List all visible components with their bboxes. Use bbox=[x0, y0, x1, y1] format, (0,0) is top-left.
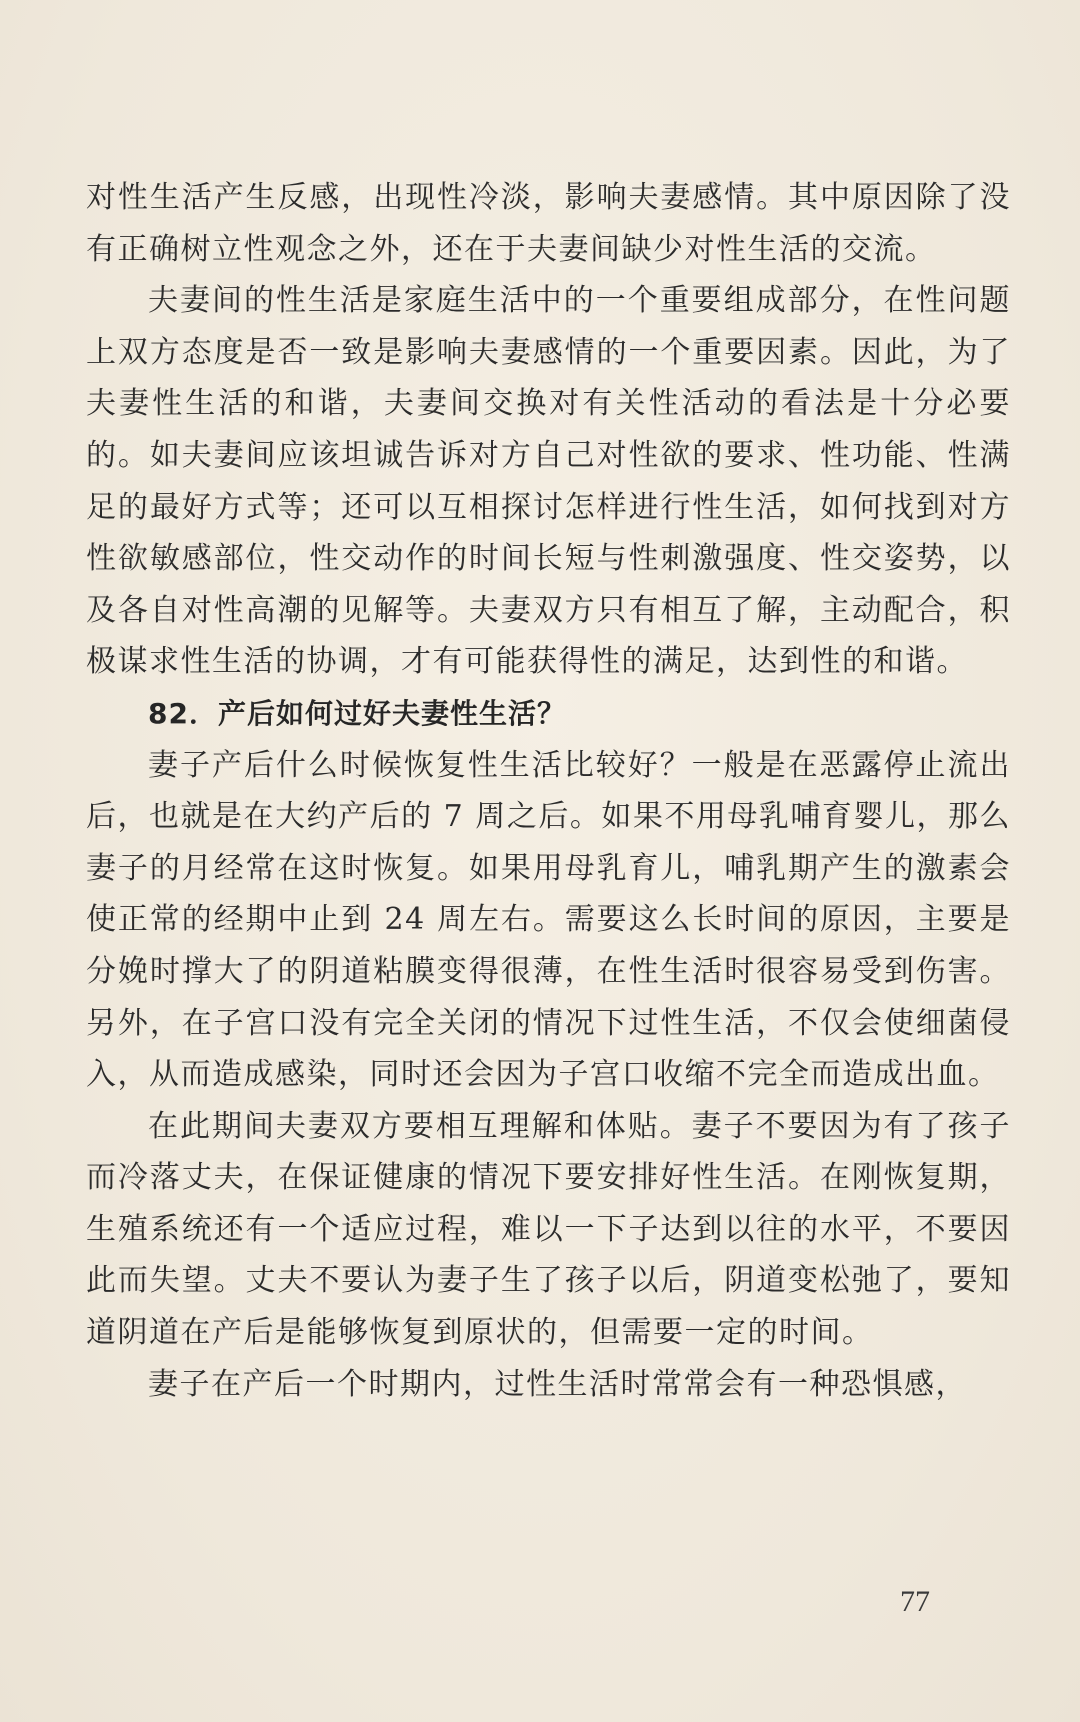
page-body bbox=[86, 172, 1011, 1410]
paragraph-communication: 夫妻间的性生活是家庭生活中的一个重要组成部分，在性问题上双方态度是否一致是影响夫妻感情的一个重要因素。因此，为了夫妻性生活的和谐，夫妻间交换对有关性活动的看法是十分必要的。如夫妻间应该坦诚告诉对方自己对性欲的要求、性功能、性满足的最好方式等；还可以互相探讨怎样进行性生活，如何找到对方性欲敏感部位，性交动作的时间长短与性刺激强度、性交姿势，以及各自对性高潮的见解等。夫妻双方只有相互了解，主动配合，积极谋求性生活的协调，才有可能获得性的满足，达到性的和谐。 bbox=[86, 283, 1011, 680]
section-heading: 82．产后如何过好夫妻性生活？ bbox=[148, 696, 566, 730]
paragraph-fear: 妻子在产后一个时期内，过性生活时常常会有一种恐惧感， bbox=[148, 1366, 967, 1402]
paragraph-mutual-understanding: 在此期间夫妻双方要相互理解和体贴。妻子不要因为有了孩子而冷落丈夫，在保证健康的情况下要安排好性生活。在刚恢复期，生殖系统还有一个适应过程，难以一下子达到以往的水平，不要因此而失望。丈夫不要认为妻子生了孩子以后，阴道变松弛了，要知道阴道在产后是能够恢复到原状的，但需要一定的时间。 bbox=[86, 1108, 1011, 1351]
page-number: 77 bbox=[900, 1585, 930, 1618]
paragraph-postpartum-timing: 妻子产后什么时候恢复性生活比较好？一般是在恶露停止流出后，也就是在大约产后的 7 周之后。如果不用母乳哺育婴儿，那么妻子的月经常在这时恢复。如果用母乳育儿，哺乳期产生的激素会使正常的经期中止到 24 周左右。需要这么长时间的原因，主要是分娩时撑大了的阴道粘膜变得很薄，在性生活时很容易受到伤害。另外，在子宫口没有完全关闭的情况下过性生活，不仅会使细菌侵入，从而造成感染，同时还会因为子宫口收缩不完全而造成出血。 bbox=[86, 747, 1011, 1093]
paragraph-continuation: 对性生活产生反感，出现性冷淡，影响夫妻感情。其中原因除了没有正确树立性观念之外，还在于夫妻间缺少对性生活的交流。 bbox=[86, 180, 1011, 267]
